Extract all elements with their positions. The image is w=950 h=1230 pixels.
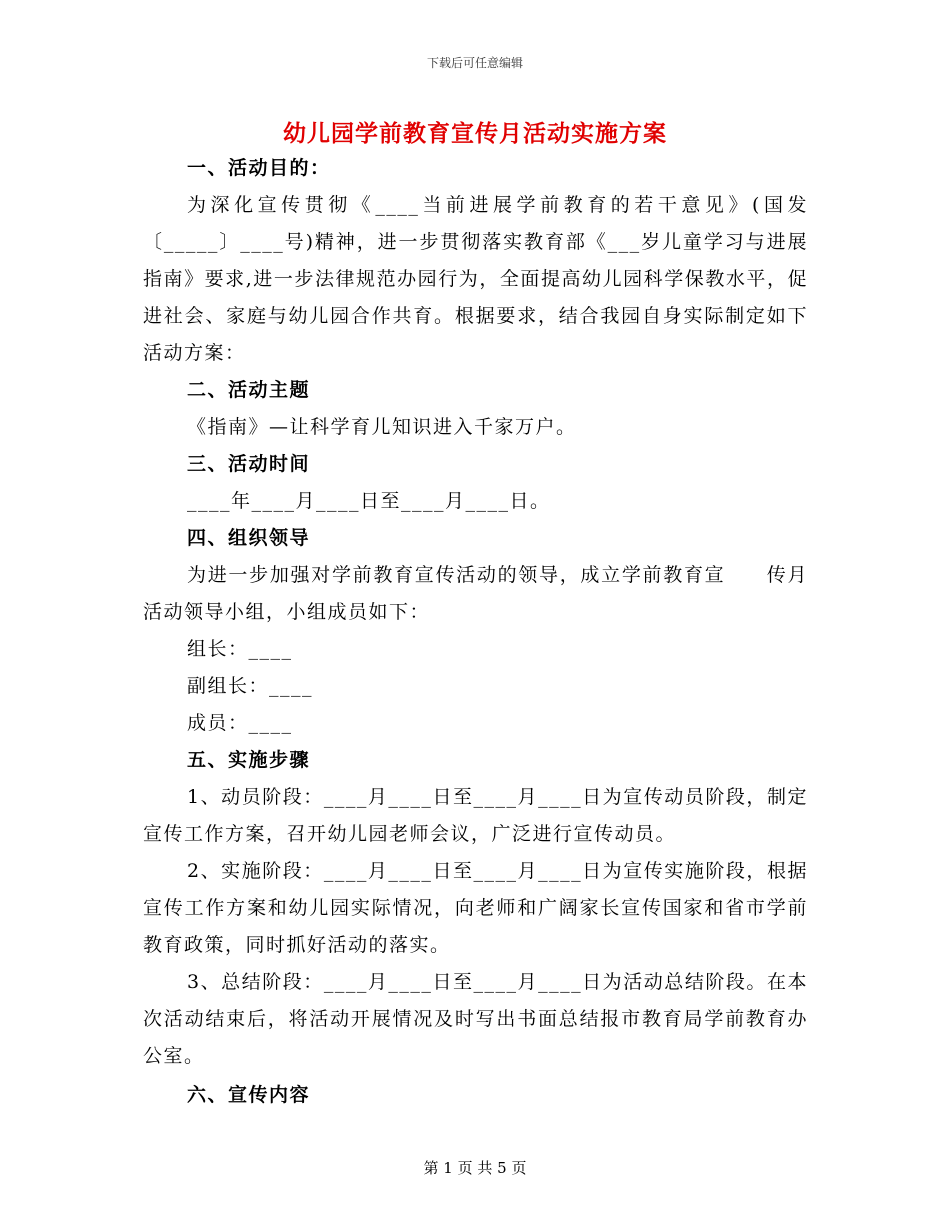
- paragraph-leadership: 为进一步加强对学前教育宣传活动的领导，成立学前教育宣 传月活动领导小组，小组成员如下：: [143, 564, 808, 623]
- members-line: 成员：____: [187, 712, 293, 734]
- step-summary: 3、总结阶段：____月____日至____月____日为活动总结阶段。在本次活动结束后，将活动开展情况及时写出书面总结报市教育局学前教育办公室。: [143, 971, 808, 1067]
- section-heading-theme: 二、活动主题: [187, 379, 311, 401]
- vice-leader-line: 副组长：____: [187, 675, 314, 697]
- document-body: [143, 150, 808, 1114]
- document-title: 幼儿园学前教育宣传月活动实施方案: [283, 120, 667, 147]
- paragraph-theme: 《指南》—让科学育儿知识进入千家万户。: [187, 416, 577, 438]
- leader-line: 组长：____: [187, 638, 293, 660]
- paragraph-purpose: 为深化宣传贯彻《____当前进展学前教育的若干意见》(国发〔_____〕____号)精神，进一步贯彻落实教育部《___岁儿童学习与进展指南》要求,进一步法律规范办园行为，全面提高幼儿园科学保教水平，促进社会、家庭与幼儿园合作共育。根据要求，结合我园自身实际制定如下活动方案：: [143, 194, 808, 364]
- step-implementation: 2、实施阶段：____月____日至____月____日为宣传实施阶段，根据宣传工作方案和幼儿园实际情况，向老师和广阔家长宣传国家和省市学前教育政策，同时抓好活动的落实。: [143, 860, 808, 956]
- section-heading-time: 三、活动时间: [187, 453, 311, 475]
- page-header-note: 下载后可任意编辑: [426, 56, 523, 70]
- step-mobilization: 1、动员阶段：____月____日至____月____日为宣传动员阶段，制定宣传工作方案，召开幼儿园老师会议，广泛进行宣传动员。: [143, 786, 808, 845]
- page-number: 第 1 页 共 5 页: [423, 1159, 527, 1177]
- section-heading-steps: 五、实施步骤: [187, 749, 311, 771]
- section-heading-purpose: 一、活动目的：: [187, 157, 331, 179]
- section-heading-leadership: 四、组织领导: [187, 527, 311, 549]
- paragraph-time: ____年____月____日至____月____日。: [187, 490, 551, 512]
- section-heading-content: 六、宣传内容: [187, 1084, 311, 1106]
